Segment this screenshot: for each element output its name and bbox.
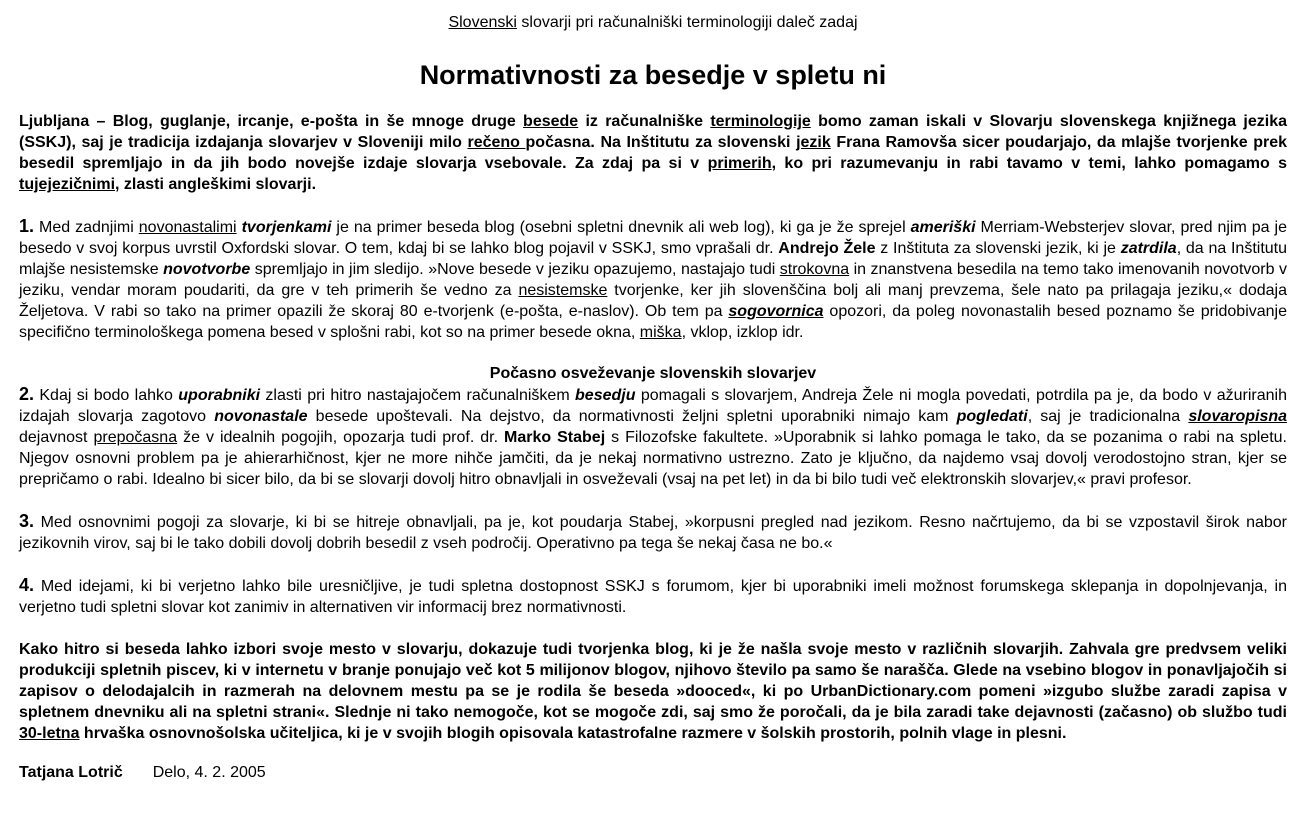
body-text: Med osnovnimi pogoji za slovarje, ki bi se hitreje obnavljali, pa je, kot poudarja Stabej, »korpusni pregled nad jezikom. Resno načrtujemo, da bi se vzpostavil širok nabor jezikovnih virov, saj bi le tako dobili dovolj dobrih besedil z vseh področij. Operativno pa tega še nekaj časa ne bo.« — [19, 514, 1287, 552]
link-prepocasna[interactable]: prepočasna — [93, 429, 178, 446]
lead-text: iz računalniške — [578, 113, 711, 130]
lead-text: , ko pri razumevanju in rabi tavamo v temi, lahko pomagamo s — [771, 155, 1287, 172]
body-text: Med zadnjimi — [34, 219, 139, 236]
paragraph-4 — [19, 575, 1287, 618]
body-text: že v idealnih pogojih, opozarja tudi prof. dr. — [177, 429, 505, 446]
lead-text: Ljubljana – Blog, guglanje, ircanje, e-pošta in še mnoge druge — [19, 113, 524, 130]
lead-link-terminologije[interactable]: terminologije — [710, 113, 811, 130]
body-text: tvorjenke, ker jih slovenščina bolj ali manj prevzema, šele nato pa prilagaja jeziku,« dodaja Željetova. V rabi so tako na primer opazili že skoraj 80 e-tvorjenk (e-pošta, e-naslov). Ob tem pa — [19, 282, 1288, 320]
emphasis: novonastale — [214, 408, 308, 425]
link-sogovornica[interactable]: sogovornica — [728, 303, 824, 320]
body-text: , da na Inštitutu mlajše nesistemske — [19, 240, 1288, 278]
person-name: Marko Stabej — [504, 429, 606, 446]
paragraph-number: 3. — [19, 511, 35, 531]
closing-text: hrvaška osnovnošolska učiteljica, ki je v svojih blogih opisovala katastrofalne razmere v šolskih prostorih, polnih vlage in plesni. — [79, 725, 1067, 742]
body-text: , vklop, izklop idr. — [681, 324, 804, 341]
paragraph-1 — [19, 216, 1287, 343]
page-title: Normativnosti za besedje v spletu ni — [419, 60, 887, 90]
paragraph-number: 1. — [19, 216, 35, 236]
link-novonastalimi[interactable]: novonastalimi — [138, 219, 237, 236]
body-text: je na primer beseda blog (osebni spletni dnevnik ali web log), ki ga je že sprejel — [331, 219, 911, 236]
body-text: zlasti pri hitro nastajajočem računalniškem — [260, 387, 576, 404]
lead-text: bomo zaman iskali v Slovarju slovenskega knjižnega jezika (SSKJ), saj je tradicija izdajanja slovarjev v Sloveniji milo — [19, 113, 1288, 151]
emphasis: ameriški — [910, 219, 976, 236]
closing-paragraph — [19, 639, 1287, 744]
link-slovaropisna[interactable]: slovaropisna — [1188, 408, 1288, 425]
author-name: Tatjana Lotrič — [19, 764, 123, 781]
emphasis: besedju — [575, 387, 636, 404]
lead-link-besede[interactable]: besede — [523, 113, 579, 130]
body-text: s Filozofske fakultete. »Uporabnik si lahko pomaga le tako, da se pozanima o rabi na spletu. Njegov osnovni problem pa je ahierarhičnost, kjer ne more nihče jamčiti, da je nekaj normativno ustrezno. Zato je ključno, da najdemo vsaj dovolj verodostojno stran, kjer se prepričamo o rabi. Idealno bi sicer bilo, da bi se slovarji dovolj hitro obnavljali in osveževali (vsaj na pet let) in da bi bilo tudi več elektronskih slovarjev,« pravi profesor. — [19, 429, 1287, 488]
link-nesistemske[interactable]: nesistemske — [518, 282, 608, 299]
body-text: , saj je tradicionalna — [1027, 408, 1189, 425]
kicker — [19, 13, 1287, 33]
body-text: in znanstvena besedila na temo tako imenovanih novotvorb v jeziku, vendar moram poudariti, da gre v teh primerih še vedno za — [19, 261, 1287, 299]
lead-link-jezik[interactable]: jezik — [796, 134, 831, 151]
emphasis: uporabniki — [178, 387, 261, 404]
body-text: besede upoštevali. Na dejstvo, da normativnosti željni spletni uporabniki nimajo kam — [307, 408, 957, 425]
lead-link-primerih[interactable]: primerih — [707, 155, 772, 172]
source-dateline: Delo, 4. 2. 2005 — [152, 764, 266, 781]
body-text: spremljajo in jim sledijo. »Nove besede v jeziku opazujemo, nastajajo tudi — [250, 261, 780, 278]
emphasis: pogledati — [956, 408, 1028, 425]
lead-text: počasna. Na Inštitutu za slovenski — [525, 134, 797, 151]
body-text: pomagali s slovarjem, Andreja Žele ni mogla povedati, potrdila pa je, da bodo v ažuriranih izdajah slovarja zagotovo — [19, 387, 1287, 425]
emphasis: zatrdila — [1120, 240, 1177, 257]
body-text: dejavnost — [19, 429, 94, 446]
body-text: Kdaj si bodo lahko — [34, 387, 179, 404]
lead-link-tujejezicnimi[interactable]: tujejezičnimi — [19, 176, 116, 193]
person-name: Andrejo Žele — [778, 240, 876, 257]
lead-text: Frana Ramovša sicer poudarjajo, da mlajše tvorjenke prek besedil spremljajo in da jih bodo novejše izdaje slovarja vsebovale. Za zdaj pa si v — [19, 134, 1288, 172]
closing-text: Kako hitro si beseda lahko izbori svoje mesto v slovarju, dokazuje tudi tvorjenka blog, ki je že našla svoje mesto v različnih slovarjih. Zahvala gre predvsem veliki produkciji spletnih piscev, ki v internetu v branje ponujajo več kot 5 milijonov blogov, njihovo število pa samo še narašča. Glede na vsebino blogov in ponavljajočih si zapisov o delodajalcih in razmerah na delovnem mestu pa se je rodila še beseda »dooced«, ki po UrbanDictionary.com pomeni »izgubo službe zaradi zapisa v spletnem dnevniku ali na spletni strani«. Slednje ni tako nemogoče, kot se mogoče zdi, saj smo že poročali, da je bila zaradi take dejavnosti (začasno) ob službo tudi — [19, 641, 1287, 721]
paragraph-3 — [19, 511, 1287, 554]
lead-link-receno[interactable]: rečeno — [467, 134, 526, 151]
kicker-text: slovarji pri računalniški terminologiji daleč zadaj — [516, 14, 858, 31]
link-30-letna[interactable]: 30-letna — [19, 725, 80, 742]
body-text: Med idejami, ki bi verjetno lahko bile uresničljive, je tudi spletna dostopnost SSKJ s forumom, kjer bi uporabniki imeli možnost forumskega sklepanja in dopolnjevanja, in verjetno tudi spletni slovar kot zanimiv in alternativen vir informacij brez normativnosti. — [19, 578, 1287, 616]
body-text: z Inštituta za slovenski jezik, ki je — [875, 240, 1121, 257]
paragraph-2 — [19, 384, 1287, 490]
body-text: opozori, da poleg novonastalih besed poznamo še pridobivanje specifično terminološkega pomena besed v splošni rabi, kot so na primer besede okna, — [19, 303, 1287, 341]
link-strokovna[interactable]: strokovna — [779, 261, 850, 278]
lead-text: , zlasti angleškimi slovarji. — [115, 176, 317, 193]
subheading: Počasno osveževanje slovenskih slovarjev — [489, 365, 817, 382]
emphasis: novotvorbe — [163, 261, 251, 278]
signature — [19, 762, 1287, 783]
paragraph-number: 2. — [19, 384, 35, 404]
body-text: Merriam-Websterjev slovar, pred njim pa je besedo v svoj korpus uvrstil Oxfordski slovar. O tem, kdaj bi se lahko blog pojavil v SSKJ, smo vprašali dr. — [19, 219, 1288, 257]
emphasis: tvorjenkami — [241, 219, 332, 236]
article — [19, 0, 1287, 783]
paragraph-number: 4. — [19, 575, 35, 595]
lead-paragraph — [19, 111, 1287, 195]
kicker-link[interactable]: Slovenski — [448, 14, 517, 31]
link-miska[interactable]: miška — [639, 324, 682, 341]
